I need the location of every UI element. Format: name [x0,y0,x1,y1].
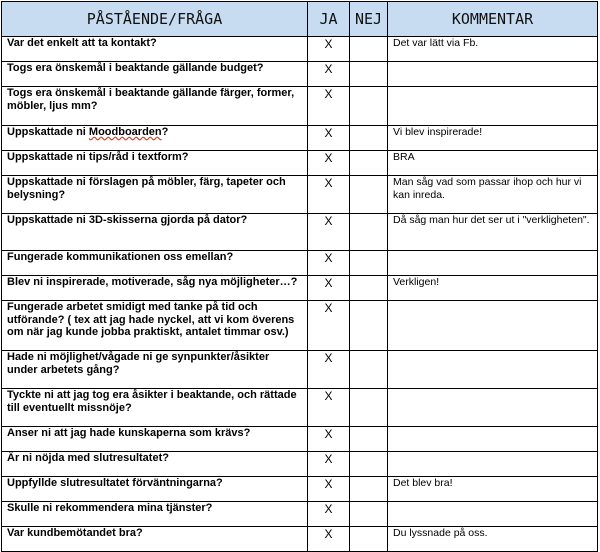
question-cell: Var det enkelt att ta kontakt? [2,37,308,62]
no-cell [350,452,388,477]
yes-cell: X [308,452,350,477]
question-cell: Tyckte ni att jag tog era åsikter i beaktande, och rättade till eventuellt missnöje? [2,389,308,427]
table-row [2,87,598,126]
question-cell: Uppfyllde slutresultatet förväntningarna? [2,477,308,502]
comment-cell: Verkligen! [388,276,598,301]
table-row [2,427,598,452]
comment-cell [388,427,598,452]
question-cell: Togs era önskemål i beaktande gällande färger, former, möbler, ljus mm? [2,87,308,126]
comment-cell: Du lyssnade på oss. [388,527,598,552]
table-row [2,37,598,62]
comment-cell: Det var lätt via Fb. [388,37,598,62]
question-cell: Togs era önskemål i beaktande gällande budget? [2,62,308,87]
table-row [2,389,598,427]
yes-cell: X [308,87,350,126]
question-cell: Uppskattade ni förslagen på möbler, färg, tapeter och belysning? [2,176,308,214]
yes-cell: X [308,37,350,62]
no-cell [350,276,388,301]
comment-cell: Det blev bra! [388,477,598,502]
table-row [2,301,598,351]
table-row [2,276,598,301]
question-cell: Var kundbemötandet bra? [2,527,308,552]
question-cell: Fungerade arbetet smidigt med tanke på tid och utförande? ( tex att jag hade nyckel, att vi kom överens om när jag kunde jobba praktiskt, antalet timmar osv.) [2,301,308,351]
yes-cell: X [308,389,350,427]
no-cell [350,477,388,502]
yes-cell: X [308,427,350,452]
yes-cell: X [308,301,350,351]
table-row [2,251,598,276]
no-cell [350,351,388,389]
question-cell: Är ni nöjda med slutresultatet? [2,452,308,477]
table-row [2,452,598,477]
yes-cell: X [308,502,350,527]
yes-cell: X [308,351,350,389]
comment-cell: Man såg vad som passar ihop och hur vi kan inreda. [388,176,598,214]
header-statement: PÅSTÅENDE/FRÅGA [2,2,308,37]
comment-cell [388,62,598,87]
no-cell [350,37,388,62]
comment-cell: BRA [388,151,598,176]
no-cell [350,251,388,276]
yes-cell: X [308,276,350,301]
question-cell: Skulle ni rekommendera mina tjänster? [2,502,308,527]
yes-cell: X [308,251,350,276]
table-row [2,214,598,251]
question-cell: Hade ni möjlighet/vågade ni ge synpunkter/åsikter under arbetets gång? [2,351,308,389]
spellcheck-word: Moodboarden [88,126,162,138]
yes-cell: X [308,527,350,552]
table-row [2,477,598,502]
comment-cell [388,351,598,389]
header-no: NEJ [350,2,388,37]
comment-cell: Då såg man hur det ser ut i "verkligheten". [388,214,598,251]
yes-cell: X [308,151,350,176]
yes-cell: X [308,176,350,214]
header-comment: KOMMENTAR [388,2,598,37]
no-cell [350,214,388,251]
question-cell: Fungerade kommunikationen oss emellan? [2,251,308,276]
no-cell [350,126,388,151]
comment-cell [388,389,598,427]
comment-cell [388,87,598,126]
table-row [2,151,598,176]
yes-cell: X [308,477,350,502]
yes-cell: X [308,62,350,87]
table-row [2,502,598,527]
question-text: ? [161,126,169,138]
question-text: Uppskattade ni [7,126,89,138]
comment-cell: Vi blev inspirerade! [388,126,598,151]
no-cell [350,151,388,176]
question-cell [2,126,308,151]
no-cell [350,427,388,452]
survey-table [1,1,598,552]
no-cell [350,502,388,527]
table-row [2,351,598,389]
table-row [2,176,598,214]
comment-cell [388,502,598,527]
table-row [2,126,598,151]
yes-cell: X [308,214,350,251]
question-cell: Uppskattade ni 3D-skisserna gjorda på dator? [2,214,308,251]
table-row [2,62,598,87]
no-cell [350,389,388,427]
no-cell [350,62,388,87]
question-cell: Blev ni inspirerade, motiverade, såg nya möjligheter…? [2,276,308,301]
question-cell: Uppskattade ni tips/råd i textform? [2,151,308,176]
question-cell: Anser ni att jag hade kunskaperna som krävs? [2,427,308,452]
comment-cell [388,452,598,477]
comment-cell [388,301,598,351]
header-row [2,2,598,37]
header-yes: JA [308,2,350,37]
no-cell [350,301,388,351]
comment-cell [388,251,598,276]
yes-cell: X [308,126,350,151]
no-cell [350,87,388,126]
no-cell [350,176,388,214]
